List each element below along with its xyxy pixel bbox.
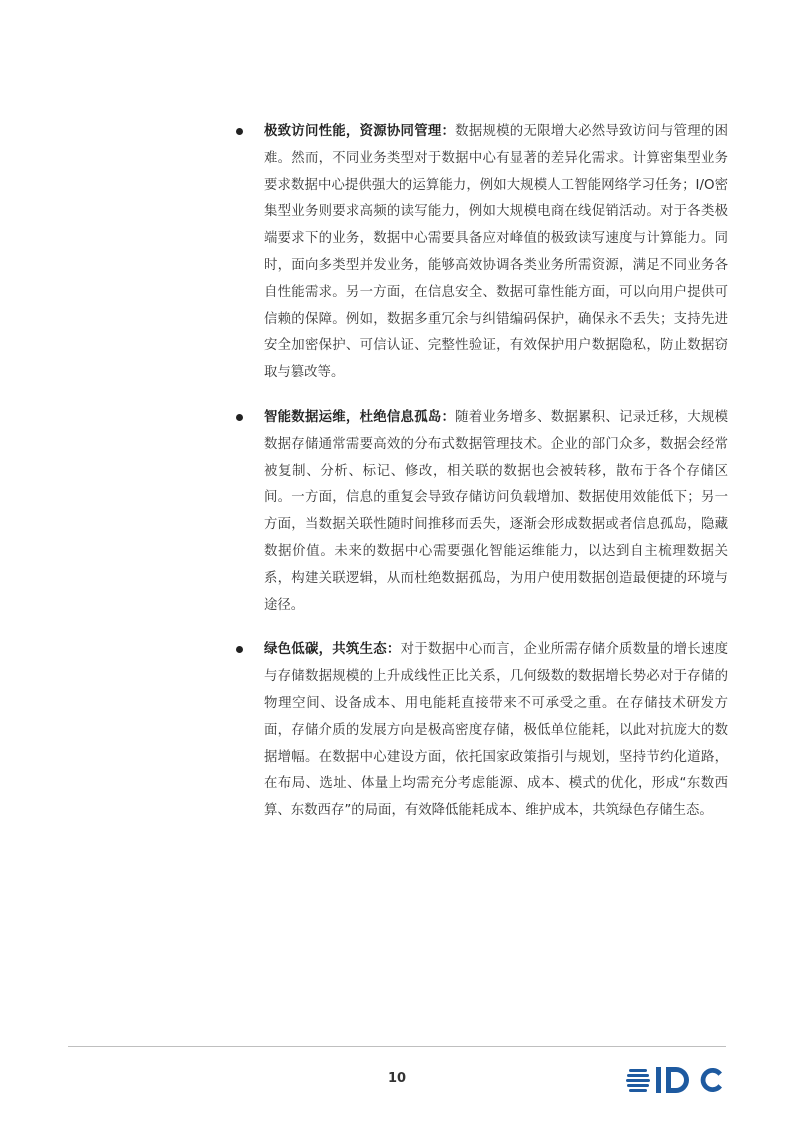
page-number: 10	[387, 1071, 407, 1086]
bullet-title: 智能数据运维，杜绝信息孤岛：	[264, 409, 456, 425]
bullet-item	[236, 637, 728, 825]
bullet-body: 随着业务增多、数据累积、记录迁移，大规模数据存储通常需要高效的分布式数据管理技术。企业的部门众多，数据会经常被复制、分析、标记、修改，相关联的数据也会被转移，散布于各个存储区间。一方面，信息的重复会导致存储访问负载增加、数据使用效能低下；另一方面，当数据关联性随时间推移而丢失，逐渐会形成数据或者信息孤岛，隐藏数据价值。未来的数据中心需要强化智能运维能力，以达到自主梳理数据关系，构建关联逻辑，从而杜绝数据孤岛，为用户使用数据创造最便捷的环境与途径。	[264, 409, 729, 613]
footer-divider	[68, 1046, 726, 1047]
bullet-item	[236, 405, 728, 619]
main-content	[236, 119, 728, 843]
bullet-body: 对于数据中心而言，企业所需存储介质数量的增长速度与存储数据规模的上升成线性正比关系，几何级数的数据增长势必对于存储的物理空间、设备成本、用电能耗直接带来不可承受之重。在存储技术研发方面，存储介质的发展方向是极高密度存储，极低单位能耗，以此对抗庞大的数据增幅。在数据中心建设方面，依托国家政策指引与规划，坚持节约化道路，在布局、选址、体量上均需充分考虑能源、成本、模式的优化，形成“东数西算、东数西存”的局面，有效降低能耗成本、维护成本，共筑绿色存储生态。	[264, 642, 729, 819]
bullet-dot-icon	[236, 414, 243, 421]
bullet-dot-icon	[236, 128, 243, 135]
bullet-title: 极致访问性能，资源协同管理：	[264, 124, 456, 139]
idc-logo-icon	[626, 1063, 730, 1097]
bullet-title: 绿色低碳，共筑生态：	[264, 642, 401, 658]
bullet-body: 数据规模的无限增大必然导致访问与管理的困难。然而，不同业务类型对于数据中心有显著的差异化需求。计算密集型业务要求数据中心提供强大的运算能力，例如大规模人工智能网络学习任务；I/O密集型业务则要求高频的读写能力，例如大规模电商在线促销活动。对于各类极端要求下的业务，数据中心需要具备应对峰值的极致读写速度与计算能力。同时，面向多类型并发业务，能够高效协调各类业务所需资源，满足不同业务各自性能需求。另一方面，在信息安全、数据可靠性能方面，可以向用户提供可信赖的保障。例如，数据多重冗余与纠错编码保护，确保永不丢失；支持先进安全加密保护、可信认证、完整性验证，有效保护用户数据隐私，防止数据窃取与篡改等。	[264, 124, 729, 381]
bullet-item	[236, 119, 728, 387]
bullet-dot-icon	[236, 646, 243, 653]
